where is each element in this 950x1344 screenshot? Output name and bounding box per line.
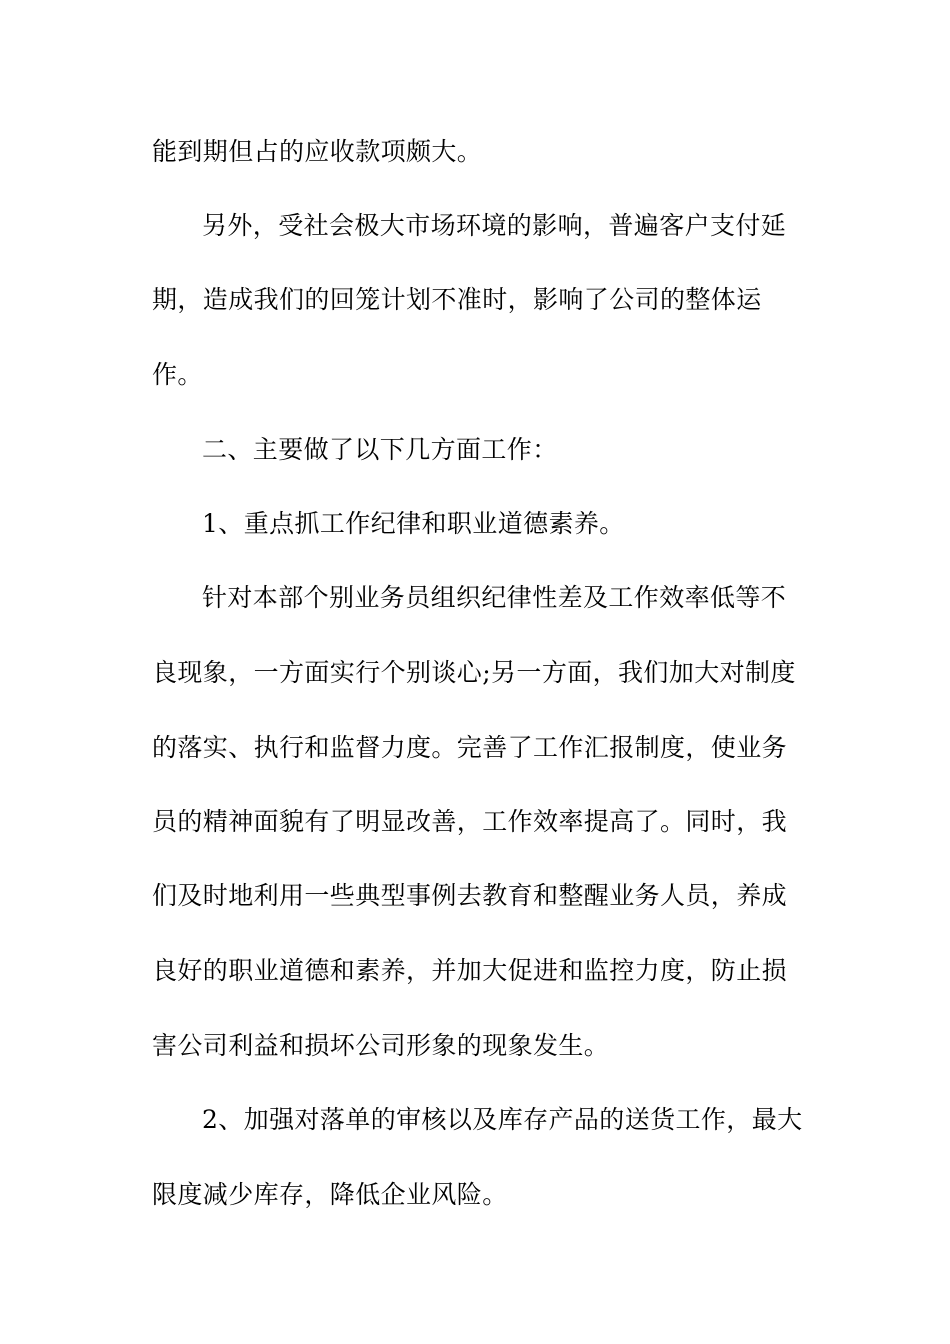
text-line: 能到期但占的应收款项颇大。 (152, 137, 483, 166)
text-line: 作。 (152, 360, 203, 389)
text-line: 另外，受社会极大市场环境的影响，普遍客户支付延 (202, 211, 787, 240)
text-line: 们及时地利用一些典型事例去教育和整醒业务人员，养成 (152, 881, 788, 910)
text-line: 害公司利益和损坏公司形象的现象发生。 (152, 1031, 610, 1060)
text-line: 的落实、执行和监督力度。完善了工作汇报制度，使业务 (152, 733, 788, 762)
subsection-heading: 1、重点抓工作纪律和职业道德素养。 (202, 509, 625, 538)
section-heading: 二、主要做了以下几方面工作： (202, 435, 558, 464)
text-line: 良好的职业道德和素养，并加大促进和监控力度，防止损 (152, 956, 788, 985)
text-line: 限度减少库存，降低企业风险。 (152, 1180, 508, 1209)
subsection-heading: 2、加强对落单的审核以及库存产品的送货工作，最大 (202, 1105, 803, 1134)
text-line: 良现象，一方面实行个别谈心;另一方面，我们加大对制度 (152, 658, 796, 687)
text-line: 员的精神面貌有了明显改善，工作效率提高了。同时，我 (152, 807, 788, 836)
text-line: 期，造成我们的回笼计划不准时，影响了公司的整体运 (152, 285, 762, 314)
text-line: 针对本部个别业务员组织纪律性差及工作效率低等不 (202, 583, 787, 612)
